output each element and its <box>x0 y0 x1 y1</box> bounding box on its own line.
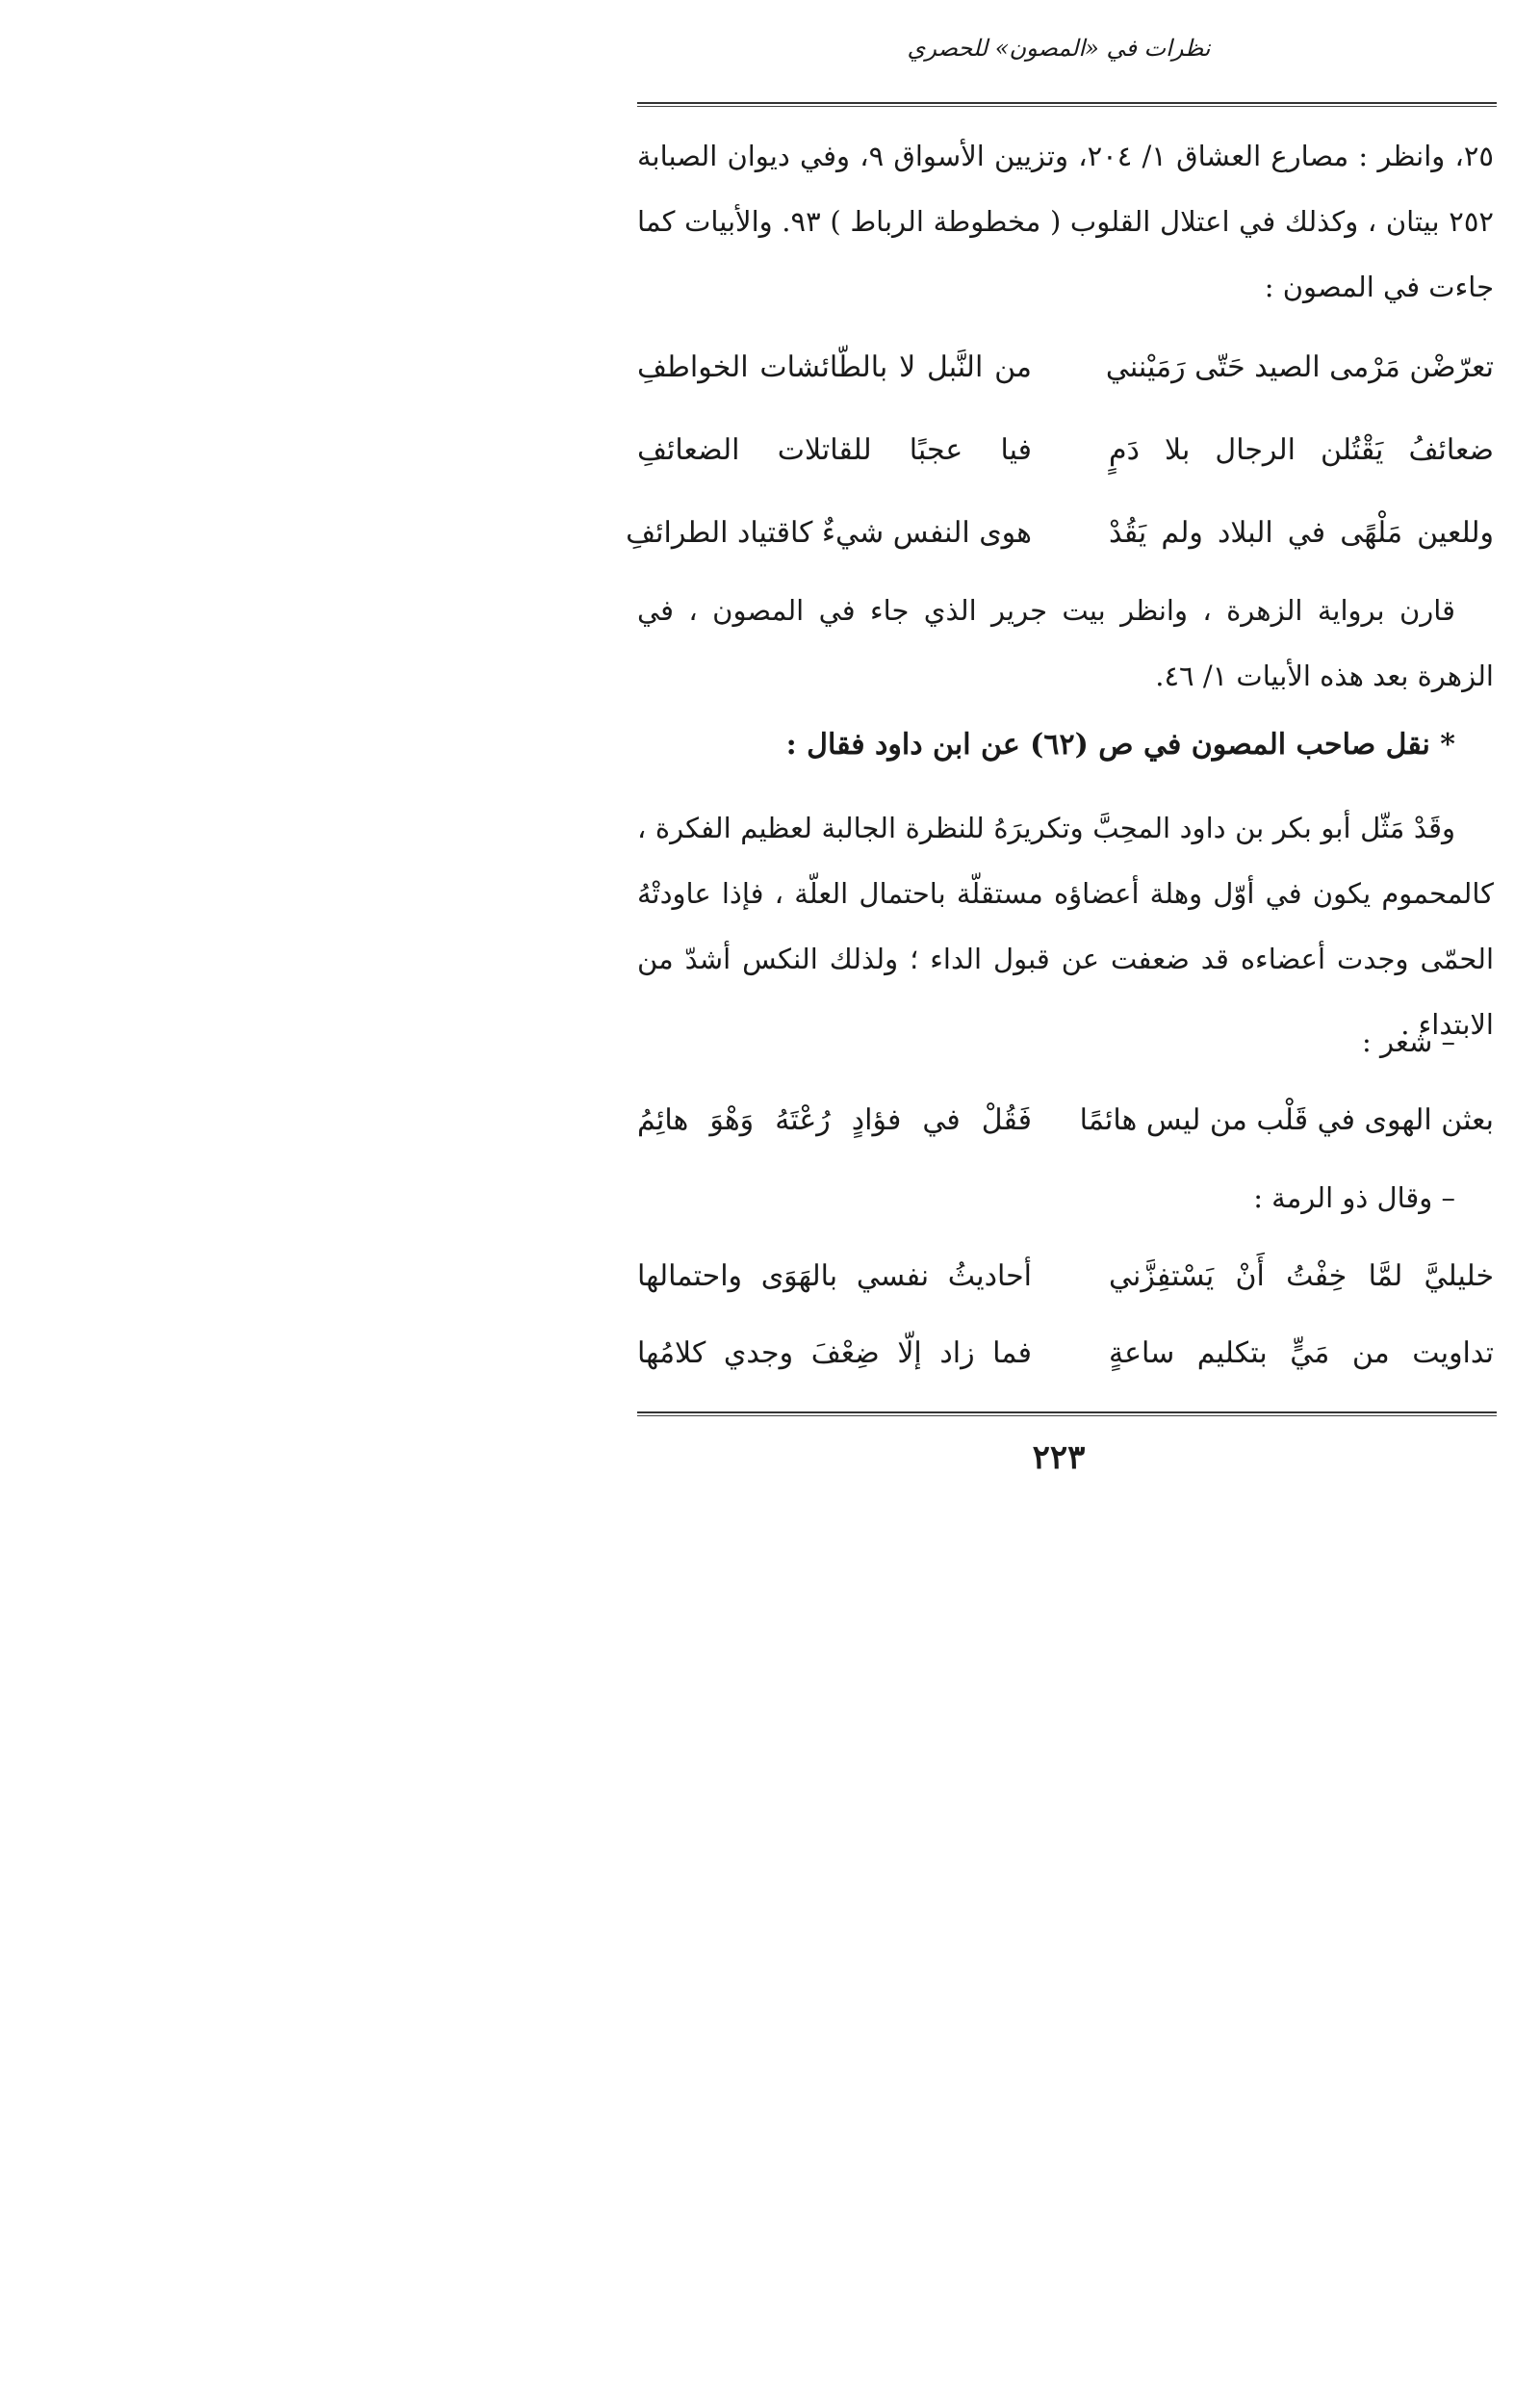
verse-line <box>637 1244 1494 1309</box>
verse-first-hemistich: تداويت من مَيٍّ بتكليم ساعةٍ <box>1109 1336 1494 1370</box>
paragraph-ibn-dawud: وقَدْ مَثّل أبو بكر بن داود المحِبَّ وتكريرَهُ للنظرة الجالبة لعظيم الفكرة ، كالمحموم يكون في أوّل وهلة أعضاؤه مستقلّة باحتمال العلّة ، فإذا عاودتْهُ الحمّى وجدت أعضاءه قد ضعفت عن قبول الداء ؛ ولذلك النكس أشدّ من الابتداء . <box>637 812 1494 1041</box>
header-rule-thin <box>637 106 1497 107</box>
verse-line <box>626 501 1494 566</box>
verse-first-hemistich: خليليَّ لمَّا خِفْتُ أَنْ يَسْتفِزَّني <box>1109 1259 1494 1293</box>
verse-second-hemistich: فَقُلْ في فؤادٍ رُعْتَهُ وَهْوَ هائِمُ <box>637 1103 1032 1137</box>
verse-second-hemistich: من النَّبل لا بالطّائشات الخواطفِ <box>637 350 1032 384</box>
paragraph-references: ٢٥، وانظر : مصارع العشاق ١/ ٢٠٤، وتزيين الأسواق ٩، وفي ديوان الصبابة ٢٥٢ بيتان ، وكذلك في اعتلال القلوب ( مخطوطة الرباط ) ٩٣. والأبيات كما جاءت في المصون : <box>637 140 1495 303</box>
footer-rule <box>637 1411 1497 1413</box>
paragraph-compare: قارن برواية الزهرة ، وانظر بيت جرير الذي جاء في المصون ، في الزهرة بعد هذه الأبيات ١/ ٤٦. <box>637 594 1494 692</box>
verse-second-hemistich: أحاديثُ نفسي بالهَوَى واحتمالها <box>637 1259 1032 1293</box>
running-head: نظرات في «المصون» للحصري <box>907 35 1211 62</box>
verse-first-hemistich: بعثن الهوى في قَلْب من ليس هائمًا <box>1079 1103 1494 1137</box>
verse-first-hemistich: تعرّضْن مَرْمى الصيد حَتّى رَمَيْنني <box>1105 350 1494 384</box>
verse-first-hemistich: ضعائفُ يَقْتُلن الرجال بلا دَمٍ <box>1109 433 1494 467</box>
verse-line <box>637 1321 1494 1386</box>
section-heading: * نقل صاحب المصون في ص (٦٢) عن ابن داود فقال : <box>785 728 1455 762</box>
page-number: ٢٢٣ <box>1032 1438 1086 1477</box>
verse-line <box>637 418 1494 483</box>
poetry-label: – شعر : <box>1362 1025 1455 1058</box>
header-rule <box>637 102 1497 104</box>
verse-first-hemistich: وللعين مَلْهًى في البلاد ولم يَقُدْ <box>1109 516 1494 550</box>
verse-line <box>637 335 1494 401</box>
verse-second-hemistich: فيا عجبًا للقاتلات الضعائفِ <box>637 433 1032 467</box>
poet-label: – وقال ذو الرمة : <box>1253 1181 1455 1214</box>
book-page <box>578 0 1540 1504</box>
verse-line <box>637 1088 1494 1153</box>
verse-second-hemistich: فما زاد إلّا ضِعْفَ وجدي كلامُها <box>637 1336 1032 1370</box>
footer-rule-thin <box>637 1415 1497 1416</box>
verse-second-hemistich: هوى النفس شيءٌ كاقتياد الطرائفِ <box>626 516 1032 550</box>
